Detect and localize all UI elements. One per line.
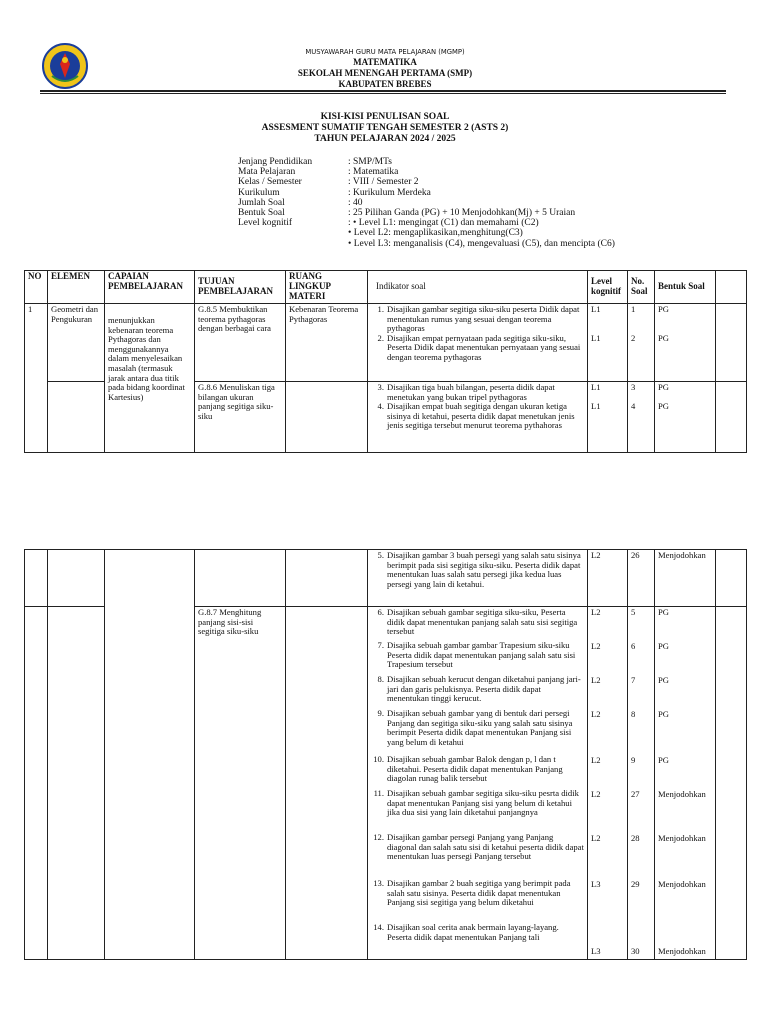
info-row <box>238 239 615 249</box>
cell-elemen <box>48 382 105 453</box>
level-value: L2 <box>591 789 601 799</box>
question-number: 9 <box>631 755 636 765</box>
info-value: : 25 Pilihan Ganda (PG) + 10 Menjodohkan(Mj) + 5 Uraian <box>348 208 576 219</box>
cell-bentuk <box>655 607 716 960</box>
cell-extra <box>716 607 747 960</box>
question-number: 5 <box>631 607 636 617</box>
info-value: • Level L2: mengaplikasikan,menghitung(C3) <box>348 228 523 239</box>
cell-no-soal <box>628 304 655 382</box>
info-block <box>238 157 615 249</box>
info-value: : Kurikulum Merdeka <box>348 187 431 198</box>
indicator-number: 11. <box>373 788 384 798</box>
level-value: L1 <box>591 400 601 411</box>
info-row <box>238 228 615 238</box>
indicator-text: Disajikan empat buah segitiga dengan ukuran ketiga sisinya di ketahui, peserta didik dapat menetukan jenis jenis segitiga tersebut menurut teorema pythahoras <box>387 401 575 431</box>
info-row <box>238 188 615 198</box>
question-type: PG <box>658 607 669 617</box>
indicator-number: 14. <box>373 922 384 932</box>
cell-indikator <box>368 304 588 382</box>
info-row <box>238 218 615 228</box>
indicator-text: Disajika sebuah gambar gambar Trapesium siku-siku Peserta didik dapat menentukan panjang salah satu sisi Trapesium tersebut <box>387 640 576 670</box>
cell-extra <box>716 304 747 382</box>
info-key: Kurikulum <box>238 187 280 198</box>
question-type: Menjodohkan <box>658 789 706 799</box>
info-key <box>238 239 348 249</box>
indicator-text: Disajikan gambar persegi Panjang yang Panjang diagonal dan salah satu sisi di ketahui peserta didik dapat menentukan luas persegi Panjang tersebut <box>387 832 584 862</box>
indicator-number: 5. <box>377 550 384 560</box>
info-row <box>238 198 615 208</box>
question-type: Menjodohkan <box>658 946 706 956</box>
header-divider <box>40 90 726 92</box>
indicator-text: Disajikan sebuah kerucut dengan diketahui panjang jari-jari dan garis pelukisnya. Peserta didik dapat menentukan tinggi kerucut. <box>387 674 581 704</box>
indicator-item <box>368 789 587 818</box>
question-type: PG <box>658 304 669 314</box>
level-value: L2 <box>591 709 601 719</box>
question-type: PG <box>658 400 669 411</box>
info-key: Level kognitif <box>238 218 293 229</box>
question-number: 2 <box>631 332 636 343</box>
cell-no-soal <box>628 382 655 453</box>
indicator-text: Disajikan soal cerita anak bermain layang-layang. Peserta didik dapat menentukan Panjang tali <box>387 922 559 942</box>
table-row <box>25 550 747 607</box>
level-value: L1 <box>591 332 601 343</box>
indicator-text: Disajikan sebuah gambar yang di bentuk dari persegi Panjang dan segitiga siku-siku yang salah satu sisinya berimpit Peserta didik dapat menentukan Panjang sisi yang belum di ketahui <box>387 708 573 747</box>
cell-bentuk <box>655 382 716 453</box>
info-key: Kelas / Semester <box>238 177 302 188</box>
col-no-soal: No. Soal <box>628 271 655 304</box>
indicator-text: Disajikan gambar 3 buah persegi yang salah satu sisinya berimpit pada sisi segitiga siku-siku. Peserta didik dapat menentukan luas salah satu persegi jika kedua luas persegi yang lain di ketahui. <box>387 550 581 589</box>
indicator-text: Disajikan empat pernyataan pada segitiga siku-siku, Peserta Didik dapat menentukan pernyataan yang sesuai dengan teorema pythagoras <box>387 332 581 362</box>
level-value: L2 <box>591 607 601 617</box>
info-value: • Level L3: menganalisis (C4), mengevaluasi (C5), dan mencipta (C6) <box>348 238 615 249</box>
indicator-item <box>368 608 587 637</box>
table-row <box>25 304 747 382</box>
indicator-number: 2. <box>377 332 384 343</box>
indicator-number: 12. <box>373 832 384 842</box>
col-tujuan: TUJUAN PEMBELAJARAN <box>195 271 286 304</box>
doc-title-2: ASSESMENT SUMATIF TENGAH SEMESTER 2 (ASTS 2) <box>261 123 509 133</box>
col-ruang-lingkup: RUANG LINGKUP MATERI <box>286 271 368 304</box>
table-header-row <box>25 271 747 304</box>
school-name: SEKOLAH MENENGAH PERTAMA (SMP) <box>297 68 473 78</box>
header-divider-thin <box>40 93 726 94</box>
org-name: MUSYAWARAH GURU MATA PELAJARAN (MGMP) <box>305 48 465 56</box>
indicator-item <box>368 879 587 908</box>
col-capaian: CAPAIAN PEMBELAJARAN <box>105 271 195 304</box>
indicator-number: 4. <box>377 401 384 412</box>
level-value: L2 <box>591 675 601 685</box>
question-type: Menjodohkan <box>658 833 706 843</box>
cell-no <box>25 550 48 607</box>
col-level: Level kognitif <box>588 271 628 304</box>
cell-tujuan: G.8.6 Menuliskan tiga bilangan ukuran panjang segitiga siku-siku <box>195 382 286 453</box>
question-type: PG <box>658 709 669 719</box>
indicator-text: Disajikan gambar 2 buah segitiga yang berimpit pada salah satu sisinya. Peserta didik dapat menentukan Panjang sisi segitiga yang belum diketahui <box>387 878 571 908</box>
indicator-item <box>371 383 584 402</box>
question-type: Menjodohkan <box>658 879 706 889</box>
level-value: L2 <box>591 641 601 651</box>
indicator-number: 9. <box>377 708 384 718</box>
cell-extra <box>716 550 747 607</box>
indicator-item <box>368 923 587 942</box>
cell-level <box>588 607 628 960</box>
indicator-number: 1. <box>377 304 384 314</box>
info-row <box>238 208 615 218</box>
cell-elemen: Geometri dan Pengukuran <box>48 304 105 382</box>
cell-ruang-lingkup <box>286 382 368 453</box>
level-value: L2 <box>591 755 601 765</box>
indicator-text: Disajikan gambar segitiga siku-siku peserta Didik dapat menentukan rumus yang sesuai dengan teorema pythagoras <box>387 304 580 334</box>
cell-no-soal <box>628 607 655 960</box>
question-type: PG <box>658 675 669 685</box>
question-number: 4 <box>631 400 636 411</box>
cell-capaian <box>105 550 195 960</box>
indicator-number: 3. <box>377 382 384 392</box>
info-value: : Matematika <box>348 167 399 178</box>
indicator-item <box>371 305 584 334</box>
cell-no <box>25 607 48 960</box>
question-type: PG <box>658 755 669 765</box>
question-number: 29 <box>631 879 640 889</box>
info-key: Jenjang Pendidikan <box>238 157 313 167</box>
level-value: L1 <box>591 304 601 314</box>
level-value: L3 <box>591 946 601 956</box>
info-key: Jumlah Soal <box>238 197 285 208</box>
cell-indikator <box>368 382 588 453</box>
info-row <box>238 177 615 187</box>
cell-capaian: menunjukkan kebenaran teorema Pythagoras dan menggunakannya dalam menyelesaikan masalah (termasuk jarak antara dua titik pada bidang koordinat Kartesius) <box>105 304 195 453</box>
info-key: Mata Pelajaran <box>238 167 296 178</box>
question-type: PG <box>658 332 669 343</box>
col-elemen: ELEMEN <box>48 271 105 304</box>
question-type: PG <box>658 641 669 651</box>
indicator-text: Disajikan sebuah gambar segitiga siku-siku, Peserta didik dapat menentukan panjang salah satu sisi segitiga tersebut <box>387 607 578 637</box>
question-number: 6 <box>631 641 636 651</box>
cell-ruang-lingkup <box>286 607 368 960</box>
cell-ruang-lingkup: Kebenaran Teorema Pythagoras <box>286 304 368 382</box>
indicator-number: 6. <box>377 607 384 617</box>
question-number: 1 <box>631 304 636 314</box>
question-number: 7 <box>631 675 636 685</box>
cell-indikator <box>368 607 588 960</box>
kisi-table-2 <box>24 549 747 960</box>
indicator-item <box>368 709 587 747</box>
indicator-number: 7. <box>377 640 384 650</box>
cell-no-soal: 26 <box>628 550 655 607</box>
indicator-item <box>368 755 587 784</box>
col-indikator: Indikator soal <box>368 271 588 304</box>
indicator-item <box>371 551 584 589</box>
indicator-text: Disajikan sebuah gambar segitiga siku-siku pesrta didik dapat menentukan Panjang sisi yang belum di ketahui jika dua sisi yang lain diketahui panjangnya <box>387 788 579 818</box>
question-number: 30 <box>631 946 640 956</box>
indicator-item <box>371 402 584 431</box>
question-type: PG <box>658 382 669 392</box>
indicator-number: 13. <box>373 878 384 888</box>
info-row <box>238 167 615 177</box>
cell-bentuk: Menjodohkan <box>655 550 716 607</box>
indicator-text: Disajikan tiga buah bilangan, peserta didik dapat menetukan yang bukan tripel pythagoras <box>387 382 555 402</box>
info-value: : • Level L1: mengingat (C1) dan memahami (C2) <box>348 218 539 229</box>
cell-bentuk <box>655 304 716 382</box>
cell-elemen <box>48 550 105 607</box>
cell-no: 1 <box>25 304 48 453</box>
info-value: : 40 <box>348 197 363 208</box>
info-row <box>238 157 615 167</box>
cell-extra <box>716 382 747 453</box>
level-value: L1 <box>591 382 601 392</box>
cell-elemen <box>48 607 105 960</box>
info-key <box>238 228 348 238</box>
indicator-item <box>368 675 587 704</box>
question-number: 3 <box>631 382 636 392</box>
col-extra <box>716 271 747 304</box>
cell-tujuan: G.8.7 Menghitung panjang sisi-sisi segitiga siku-siku <box>195 607 286 960</box>
level-value: L3 <box>591 879 601 889</box>
question-number: 28 <box>631 833 640 843</box>
cell-tujuan <box>195 550 286 607</box>
subject-name: MATEMATIKA <box>353 57 417 67</box>
cell-level <box>588 304 628 382</box>
indicator-item <box>368 641 587 670</box>
doc-title-1: KISI-KISI PENULISAN SOAL <box>320 112 450 122</box>
doc-title-3: TAHUN PELAJARAN 2024 / 2025 <box>314 134 456 144</box>
kisi-table-1 <box>24 270 747 453</box>
indicator-item <box>368 833 587 862</box>
district-emblem-icon <box>40 42 90 90</box>
info-value: : VIII / Semester 2 <box>348 177 419 188</box>
info-value: : SMP/MTs <box>348 157 392 167</box>
cell-level: L2 <box>588 550 628 607</box>
cell-level <box>588 382 628 453</box>
col-bentuk: Bentuk Soal <box>655 271 716 304</box>
info-key: Bentuk Soal <box>238 208 285 219</box>
question-number: 27 <box>631 789 640 799</box>
region-name: KABUPATEN BREBES <box>338 79 432 89</box>
col-no: NO <box>25 271 48 304</box>
cell-tujuan: G.8.5 Membuktikan teorema pythagoras dengan berbagai cara <box>195 304 286 382</box>
question-number: 8 <box>631 709 636 719</box>
cell-ruang-lingkup <box>286 550 368 607</box>
indicator-number: 8. <box>377 674 384 684</box>
indicator-text: Disajikan sebuah gambar Balok dengan p, l dan t diketahui. Peserta didik dapat menentukan Panjang diagolan runag balik tersebut <box>387 754 563 784</box>
indicator-item <box>371 334 584 363</box>
indicator-number: 10. <box>373 754 384 764</box>
level-value: L2 <box>591 833 601 843</box>
cell-indikator <box>368 550 588 607</box>
